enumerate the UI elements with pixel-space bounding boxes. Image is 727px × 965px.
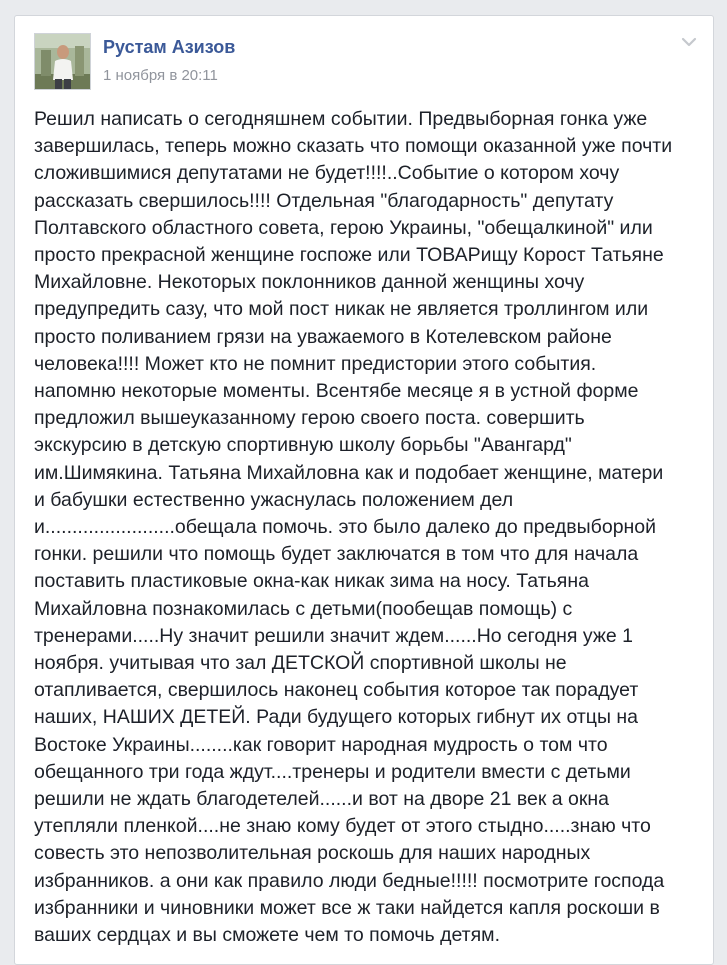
- post-text-line: Полтавского областного совета, герою Украины, "обещалкиной" или: [34, 216, 653, 239]
- author-name[interactable]: Рустам Азизов: [103, 37, 236, 57]
- profile-photo-icon: [35, 34, 90, 89]
- post-text-line: им.Шимякина. Татьяна Михайловна как и подобает женщине, матери: [34, 461, 664, 484]
- post-text-line: просто поливанием грязи на уважаемого в Котелевском районе: [34, 325, 612, 348]
- post-text-line: избранники и чиновники может все ж таки найдется капля роскоши в: [34, 896, 660, 919]
- post-text-line: просто прекрасной женщине госпоже или ТОВАРищу Корост Татьяне: [34, 244, 664, 267]
- post-timestamp[interactable]: 1 ноября в 20:11: [103, 67, 218, 84]
- post-text-line: Востоке Украины........как говорит народная мудрость о том что: [34, 733, 608, 756]
- post-text-line: отапливается, свершилось наконец события которое так порадует: [34, 679, 639, 702]
- post-text-line: напомню некоторые моменты. Всентябе месяце я в устной форме: [34, 380, 639, 403]
- post-text-line: ваших сердцах и вы сможете чем то помочь детям.: [34, 924, 501, 947]
- post-text-line: и........................обещала помочь. это было далеко до предвыборной: [34, 516, 657, 539]
- post-text-line: гонки. решили что помощь будет заключатся в том что для начала: [34, 543, 639, 566]
- post-text: [34, 106, 702, 949]
- post-text-line: тренерами.....Ну значит решили значит ждем......Но сегодня уже 1: [34, 624, 633, 647]
- post-text-line: завершилась, теперь можно сказать что помощи оказанной уже почти: [34, 135, 673, 158]
- post-text-line: решили не ждать благодетелей......и вот на дворе 21 век а окна: [34, 788, 610, 811]
- avatar[interactable]: [34, 33, 91, 90]
- post-text-line: рассказать свершилось!!!! Отдельная "благодарность" депутату: [34, 189, 614, 212]
- post-text-line: предупредить сазу, что мой пост никак не является троллингом или: [34, 298, 649, 321]
- post-text-line: Решил написать о сегодняшнем событии. Предвыборная гонка уже: [34, 108, 648, 130]
- chevron-down-icon[interactable]: [679, 32, 699, 52]
- post-text-line: избранников. а они как правило люди бедные!!!!! посмотрите господа: [34, 869, 665, 892]
- post-text-line: Михайловна познакомилась с детьми(пообещав помощь) с: [34, 597, 573, 620]
- post-text-line: наших, НАШИХ ДЕТЕЙ. Ради будущего которых гибнут их отцы на: [34, 706, 639, 729]
- post-text-line: обещанного три года ждут....тренеры и родители вмести с детьми: [34, 760, 631, 783]
- post-text-line: совесть это непозволительная роскошь для наших народных: [34, 842, 591, 865]
- post-text-line: поставить пластиковые окна-как никак зима на носу. Татьяна: [34, 570, 589, 593]
- post-text-line: утепляли пленкой....не знаю кому будет от этого стыдно.....знаю что: [34, 815, 651, 838]
- post-text-line: Михайловне. Некоторых поклонников данной женщины хочу: [34, 271, 585, 294]
- post-text-line: человека!!!! Может кто не помнит предистории этого события.: [34, 352, 597, 375]
- post-text-line: ноября. учитывая что зал ДЕТСКОЙ спортивной школы не: [34, 652, 567, 675]
- post-text-line: предложил вышеуказанному герою своего поста. совершить: [34, 407, 585, 430]
- post-text-line: экскурсию в детскую спортивную школу борьбы "Авангард": [34, 434, 572, 457]
- post-text-line: сложившимися депутатами не будет!!!!..Событие о котором хочу: [34, 162, 620, 185]
- post-card: [14, 15, 714, 965]
- post-text-line: и бабушки естественно ужаснулась положением дел: [34, 488, 514, 511]
